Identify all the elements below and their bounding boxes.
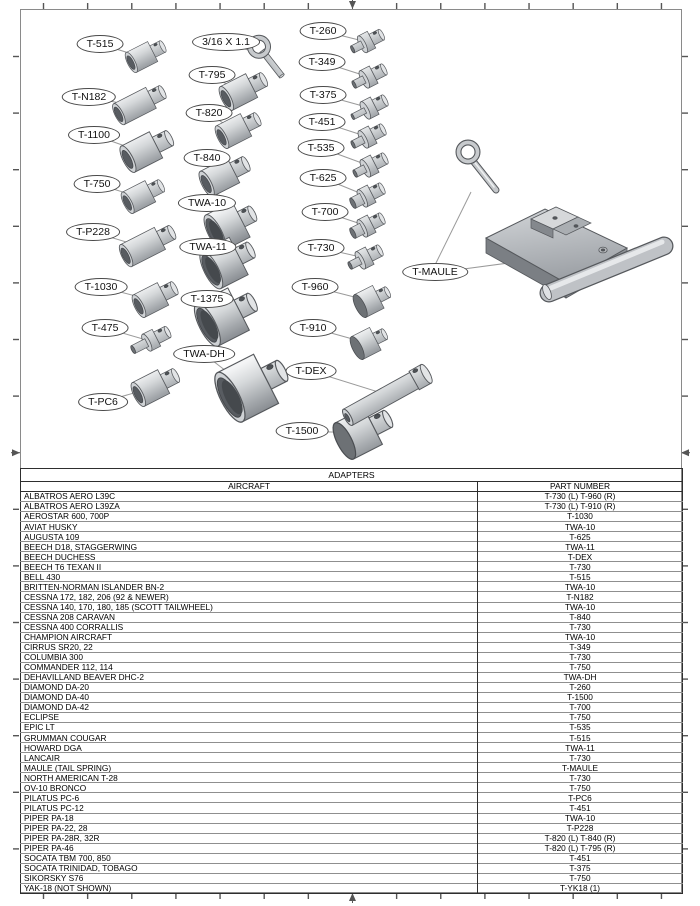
part-number-cell: T-260 [478, 682, 683, 692]
table-row [21, 843, 683, 853]
table-row [21, 592, 683, 602]
callout-t-820: T-820 [186, 104, 233, 122]
aircraft-cell: ECLIPSE [21, 713, 478, 723]
part-number-cell: T-750 [478, 783, 683, 793]
aircraft-cell: CESSNA 400 CORRALLIS [21, 622, 478, 632]
table-row [21, 622, 683, 632]
callout-t-maule: T-MAULE [402, 263, 468, 281]
part-number-cell: T-YK18 (1) [478, 883, 683, 893]
callout-twa-10: TWA-10 [178, 194, 236, 212]
callout-t-625: T-625 [300, 169, 347, 187]
table-row [21, 562, 683, 572]
aircraft-cell: CESSNA 208 CARAVAN [21, 612, 478, 622]
aircraft-cell: AEROSTAR 600, 700P [21, 512, 478, 522]
part-number-cell: T-451 [478, 803, 683, 813]
part-number-cell: T-515 [478, 733, 683, 743]
part-number-cell: TWA-11 [478, 542, 683, 552]
table-row [21, 512, 683, 522]
part-number-cell: T-730 [478, 562, 683, 572]
aircraft-cell: EPIC LT [21, 723, 478, 733]
table-row [21, 612, 683, 622]
adapters-table [20, 468, 683, 894]
part-number-cell: T-730 [478, 652, 683, 662]
table-title: ADAPTERS [21, 469, 683, 482]
callout-3-16-x-1-1: 3/16 X 1.1 [192, 33, 260, 51]
aircraft-cell: AVIAT HUSKY [21, 522, 478, 532]
callout-t-1100: T-1100 [68, 126, 120, 144]
table-row [21, 743, 683, 753]
part-number-cell: T-700 [478, 702, 683, 712]
part-number-cell: T-N182 [478, 592, 683, 602]
part-number-cell: T-349 [478, 642, 683, 652]
part-number-cell: T-PC6 [478, 793, 683, 803]
callout-t-475: T-475 [82, 319, 129, 337]
part-number-cell: T-730 [478, 773, 683, 783]
aircraft-cell: BEECH T6 TEXAN II [21, 562, 478, 572]
aircraft-cell: SOCATA TBM 700, 850 [21, 853, 478, 863]
table-row [21, 793, 683, 803]
table-row [21, 672, 683, 682]
table-row [21, 813, 683, 823]
aircraft-cell: LANCAIR [21, 753, 478, 763]
aircraft-cell: PILATUS PC-6 [21, 793, 478, 803]
aircraft-cell: BEECH DUCHESS [21, 552, 478, 562]
aircraft-cell: DIAMOND DA-20 [21, 682, 478, 692]
callout-t-960: T-960 [292, 278, 339, 296]
part-number-cell: T-750 [478, 713, 683, 723]
column-header-part-number: PART NUMBER [478, 482, 683, 492]
table-row [21, 733, 683, 743]
table-row [21, 532, 683, 542]
callout-t-1500: T-1500 [276, 422, 329, 440]
table-row [21, 692, 683, 702]
aircraft-cell: MAULE (TAIL SPRING) [21, 763, 478, 773]
callout-t-700: T-700 [302, 203, 349, 221]
part-number-cell: T-1500 [478, 692, 683, 702]
callout-t-375: T-375 [300, 86, 347, 104]
part-number-cell: T-730 [478, 622, 683, 632]
callout-t-p228: T-P228 [66, 223, 120, 241]
aircraft-cell: CESSNA 172, 182, 206 (92 & NEWER) [21, 592, 478, 602]
part-number-cell: T-625 [478, 532, 683, 542]
aircraft-cell: BEECH D18, STAGGERWING [21, 542, 478, 552]
part-number-cell: T-730 (L) T-910 (R) [478, 502, 683, 512]
aircraft-cell: COLUMBIA 300 [21, 652, 478, 662]
aircraft-cell: CESSNA 140, 170, 180, 185 (SCOTT TAILWHEEL) [21, 602, 478, 612]
part-number-cell: T-DEX [478, 552, 683, 562]
part-number-cell: T-820 (L) T-840 (R) [478, 833, 683, 843]
callout-t-750: T-750 [74, 175, 121, 193]
aircraft-cell: YAK-18 (NOT SHOWN) [21, 883, 478, 893]
callout-t-535: T-535 [298, 139, 345, 157]
part-number-cell: TWA-11 [478, 743, 683, 753]
callout-t-451: T-451 [299, 113, 346, 131]
table-row [21, 773, 683, 783]
callout-t-1375: T-1375 [181, 290, 234, 308]
callout-t-pc6: T-PC6 [78, 393, 128, 411]
table-row [21, 763, 683, 773]
aircraft-cell: HOWARD DGA [21, 743, 478, 753]
aircraft-cell: GRUMMAN COUGAR [21, 733, 478, 743]
table-row [21, 723, 683, 733]
aircraft-cell: CIRRUS SR20, 22 [21, 642, 478, 652]
callout-t-730: T-730 [298, 239, 345, 257]
table-row [21, 642, 683, 652]
aircraft-cell: DIAMOND DA-42 [21, 702, 478, 712]
aircraft-cell: COMMANDER 112, 114 [21, 662, 478, 672]
table-row [21, 873, 683, 883]
callout-t-n182: T-N182 [62, 88, 116, 106]
table-row [21, 833, 683, 843]
table-row [21, 602, 683, 612]
part-number-cell: TWA-10 [478, 522, 683, 532]
part-number-cell: T-MAULE [478, 763, 683, 773]
table-row [21, 582, 683, 592]
table-row [21, 522, 683, 532]
aircraft-cell: BRITTEN-NORMAN ISLANDER BN-2 [21, 582, 478, 592]
table-row [21, 682, 683, 692]
aircraft-cell: OV-10 BRONCO [21, 783, 478, 793]
callout-t-dex: T-DEX [286, 362, 337, 380]
table-row [21, 753, 683, 763]
part-number-cell: T-750 [478, 662, 683, 672]
aircraft-cell: NORTH AMERICAN T-28 [21, 773, 478, 783]
part-number-cell: TWA-10 [478, 582, 683, 592]
callout-twa-11: TWA-11 [179, 238, 236, 256]
callout-t-795: T-795 [189, 66, 236, 84]
aircraft-cell: ALBATROS AERO L39ZA [21, 502, 478, 512]
aircraft-cell: PILATUS PC-12 [21, 803, 478, 813]
callout-t-1030: T-1030 [75, 278, 128, 296]
callout-t-840: T-840 [184, 149, 231, 167]
callout-t-910: T-910 [290, 319, 337, 337]
aircraft-cell: BELL 430 [21, 572, 478, 582]
table-row [21, 853, 683, 863]
aircraft-cell: PIPER PA-28R, 32R [21, 833, 478, 843]
table-row [21, 552, 683, 562]
part-number-cell: T-515 [478, 572, 683, 582]
aircraft-cell: AUGUSTA 109 [21, 532, 478, 542]
part-number-cell: T-750 [478, 873, 683, 883]
table-row [21, 783, 683, 793]
callout-twa-dh: TWA-DH [173, 345, 235, 363]
part-number-cell: T-451 [478, 853, 683, 863]
aircraft-cell: PIPER PA-18 [21, 813, 478, 823]
aircraft-cell: CHAMPION AIRCRAFT [21, 632, 478, 642]
table-row [21, 702, 683, 712]
part-number-cell: TWA-10 [478, 813, 683, 823]
table-row [21, 652, 683, 662]
column-header-aircraft: AIRCRAFT [21, 482, 478, 492]
aircraft-cell: PIPER PA-22, 28 [21, 823, 478, 833]
part-number-cell: T-840 [478, 612, 683, 622]
part-number-cell: TWA-10 [478, 632, 683, 642]
part-number-cell: TWA-10 [478, 602, 683, 612]
part-number-cell: TWA-DH [478, 672, 683, 682]
aircraft-cell: DEHAVILLAND BEAVER DHC-2 [21, 672, 478, 682]
adapters-table-wrap [20, 468, 682, 893]
part-number-cell: T-730 (L) T-960 (R) [478, 492, 683, 502]
part-number-cell: T-535 [478, 723, 683, 733]
callout-t-260: T-260 [300, 22, 347, 40]
part-number-cell: T-730 [478, 753, 683, 763]
callout-t-515: T-515 [77, 35, 124, 53]
part-number-cell: T-820 (L) T-795 (R) [478, 843, 683, 853]
table-row [21, 713, 683, 723]
part-number-cell: T-P228 [478, 823, 683, 833]
aircraft-cell: SIKORSKY S76 [21, 873, 478, 883]
table-row [21, 803, 683, 813]
table-row [21, 662, 683, 672]
callout-t-349: T-349 [299, 53, 346, 71]
table-row [21, 572, 683, 582]
table-row [21, 863, 683, 873]
part-number-cell: T-1030 [478, 512, 683, 522]
table-row [21, 632, 683, 642]
part-number-cell: T-375 [478, 863, 683, 873]
aircraft-cell: DIAMOND DA-40 [21, 692, 478, 702]
aircraft-cell: ALBATROS AERO L39C [21, 492, 478, 502]
part-t-dex-illustration [293, 320, 483, 470]
aircraft-cell: PIPER PA-46 [21, 843, 478, 853]
table-row [21, 883, 683, 893]
table-row [21, 823, 683, 833]
table-row [21, 542, 683, 552]
aircraft-cell: SOCATA TRINIDAD, TOBAGO [21, 863, 478, 873]
